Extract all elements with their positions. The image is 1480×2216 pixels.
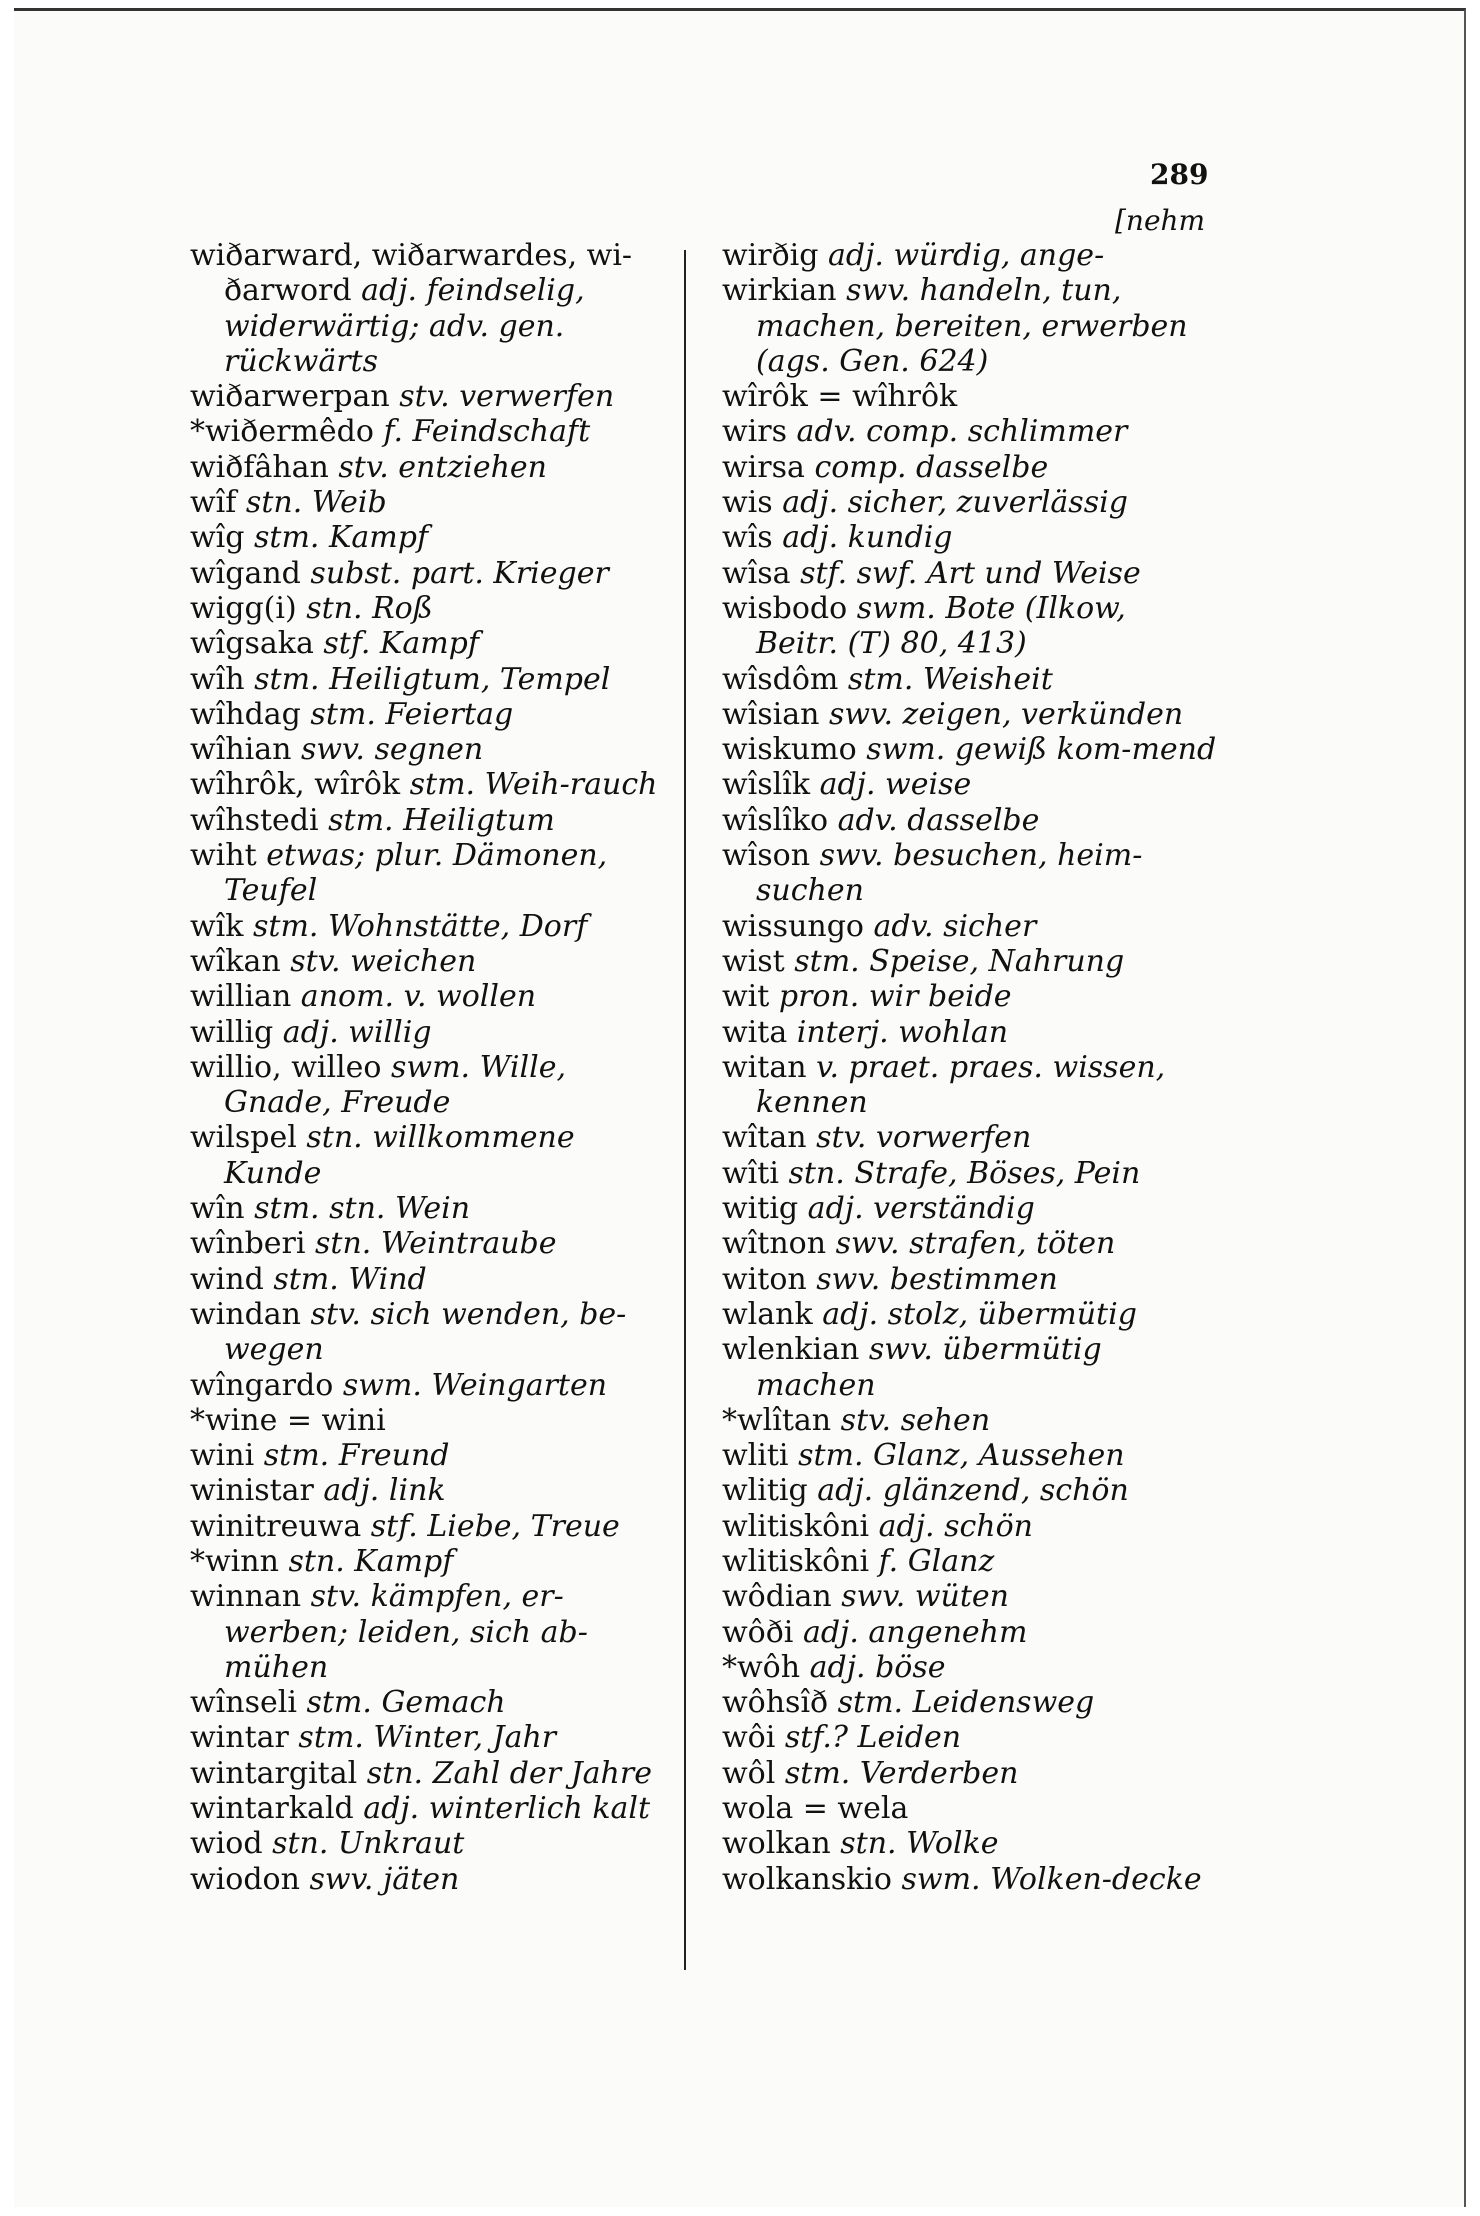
dictionary-entry	[190, 626, 670, 661]
entry-headword: wîg	[190, 520, 245, 556]
entry-headword: wirkian	[722, 273, 837, 309]
dictionary-entry	[722, 803, 1217, 838]
dictionary-entry	[190, 1509, 670, 1544]
entry-gloss: stn. Zahl der Jahre	[357, 1755, 652, 1791]
entry-headword: winnan	[190, 1579, 302, 1615]
entry-gloss: stm. Glanz, Aussehen	[788, 1438, 1125, 1474]
entry-headword: wiht	[190, 838, 257, 874]
dictionary-entry	[722, 1756, 1217, 1791]
dictionary-entry	[722, 1191, 1217, 1226]
entry-gloss: adj. verständig	[798, 1191, 1035, 1227]
dictionary-entry	[190, 1544, 670, 1579]
entry-gloss: stn. Weib	[236, 485, 387, 521]
entry-headword: wîslîk	[722, 767, 811, 803]
dictionary-entry	[722, 414, 1217, 449]
entry-gloss: stm. Heiligtum	[318, 802, 555, 838]
entry-headword: wîgsaka	[190, 626, 314, 662]
entry-gloss: pron. wir beide	[769, 979, 1012, 1015]
entry-gloss: swv. übermütig machen	[756, 1332, 1102, 1403]
dictionary-entry	[722, 1685, 1217, 1720]
entry-headword: wîsa	[722, 555, 791, 591]
entry-headword: wintargital	[190, 1755, 358, 1791]
entry-headword: wîtan	[722, 1120, 807, 1156]
entry-headword: wiod	[190, 1826, 263, 1862]
entry-headword: wiðarward, wiðarwardes, wi-ðarword	[190, 238, 633, 309]
entry-headword: wlitiskôni	[722, 1508, 870, 1544]
entry-headword: wintarkald	[190, 1791, 354, 1827]
entry-gloss: swv. bestimmen	[806, 1261, 1058, 1297]
entry-headword: wîs	[722, 520, 773, 556]
entry-headword: wirsa	[722, 449, 805, 485]
dictionary-entry	[190, 556, 670, 591]
entry-gloss: swv. jäten	[299, 1861, 460, 1897]
dictionary-entry	[722, 591, 1217, 662]
entry-gloss: stm. Weih-rauch	[400, 767, 658, 803]
entry-gloss: swm. Weingarten	[333, 1367, 608, 1403]
entry-headword: willio, willeo	[190, 1049, 382, 1085]
dictionary-entry	[190, 1120, 670, 1191]
dictionary-entry	[190, 662, 670, 697]
entry-headword: wîhrôk, wîrôk	[190, 767, 401, 803]
entry-headword: wîti	[722, 1155, 779, 1191]
entry-gloss: stv. vorwerfen	[806, 1120, 1032, 1156]
dictionary-entry	[722, 1403, 1217, 1438]
entry-gloss: stm. Leidensweg	[828, 1685, 1095, 1721]
entry-headword: wînseli	[190, 1685, 297, 1721]
dictionary-entry	[722, 1332, 1217, 1403]
dictionary-entry	[722, 1544, 1217, 1579]
margin-continuation-note: [nehm	[1115, 204, 1206, 237]
entry-headword: wôi	[722, 1720, 776, 1756]
entry-gloss: stn. Kampf	[278, 1543, 454, 1579]
dictionary-entry	[190, 1403, 670, 1438]
entry-gloss: adj. feindselig, widerwärtig; adv. gen. rückwärts	[224, 273, 585, 379]
dictionary-entry	[722, 1262, 1217, 1297]
entry-headword: wîngardo	[190, 1367, 334, 1403]
entry-headword: wîn	[190, 1191, 245, 1227]
dictionary-entry	[190, 767, 670, 802]
entry-gloss: stn. Strafe, Böses, Pein	[778, 1155, 1141, 1191]
entry-gloss: stn. Roß	[296, 590, 433, 626]
entry-headword: *winn	[190, 1543, 279, 1579]
dictionary-entry	[722, 1826, 1217, 1861]
entry-headword: winistar	[190, 1473, 314, 1509]
dictionary-entry	[722, 979, 1217, 1014]
dictionary-entry	[190, 1473, 670, 1508]
column-divider	[684, 250, 686, 1970]
entry-headword: wîk	[190, 908, 244, 944]
dictionary-entry	[190, 520, 670, 555]
dictionary-entry	[190, 697, 670, 732]
entry-headword: wini	[190, 1438, 255, 1474]
dictionary-entry	[190, 1791, 670, 1826]
right-column	[722, 238, 1217, 1897]
entry-gloss: v. praet. praes. wissen, kennen	[756, 1049, 1166, 1121]
dictionary-entry	[190, 1226, 670, 1261]
dictionary-entry	[190, 1262, 670, 1297]
entry-gloss: subst. part. Krieger	[300, 555, 609, 591]
dictionary-entry	[190, 732, 670, 767]
entry-gloss: stn. Unkraut	[262, 1826, 465, 1862]
dictionary-entry	[722, 556, 1217, 591]
dictionary-entry	[722, 1156, 1217, 1191]
dictionary-entry	[190, 1368, 670, 1403]
entry-gloss: swm. Bote (Ilkow, Beitr. (T) 80, 413)	[756, 590, 1126, 662]
entry-headword: wiðarwerpan	[190, 379, 390, 415]
dictionary-entry	[722, 767, 1217, 802]
entry-headword: wist	[722, 943, 785, 979]
dictionary-entry	[722, 238, 1217, 273]
entry-gloss: swv. wüten	[831, 1579, 1009, 1615]
entry-headword: wolkan	[722, 1826, 831, 1862]
entry-gloss: adj. winterlich kalt	[353, 1791, 651, 1827]
dictionary-entry	[722, 697, 1217, 732]
dictionary-entry	[722, 909, 1217, 944]
entry-gloss: f. Feindschaft	[373, 414, 591, 450]
entry-gloss: stm. Kampf	[244, 520, 429, 556]
entry-headword: wîhdag	[190, 696, 301, 732]
dictionary-entry	[722, 1579, 1217, 1614]
entry-headword: wiskumo	[722, 732, 857, 768]
entry-gloss: stm. Winter, Jahr	[288, 1720, 557, 1756]
entry-headword: wis	[722, 485, 773, 521]
entry-headword: wîtnon	[722, 1226, 827, 1262]
entry-headword: wînberi	[190, 1226, 306, 1262]
dictionary-entry	[722, 662, 1217, 697]
dictionary-entry	[190, 1720, 670, 1755]
dictionary-entry	[190, 979, 670, 1014]
entry-headword: wîsdôm	[722, 661, 839, 697]
dictionary-entry	[190, 379, 670, 414]
dictionary-entry	[190, 1579, 670, 1685]
dictionary-entry	[722, 1720, 1217, 1755]
entry-gloss: stm. Feiertag	[300, 696, 514, 732]
entry-gloss: stm. Verderben	[775, 1755, 1019, 1791]
entry-gloss: swv. handeln, tun, machen, bereiten, erwerben (ags. Gen. 624)	[756, 273, 1188, 379]
dictionary-entry	[722, 1297, 1217, 1332]
entry-gloss: adj. angenehm	[793, 1614, 1028, 1650]
entry-headword: *wôh	[722, 1649, 801, 1685]
dictionary-entry	[190, 1050, 670, 1121]
entry-gloss: adj. stolz, übermütig	[812, 1296, 1137, 1332]
entry-headword: wlitig	[722, 1473, 808, 1509]
entry-headword: wîkan	[190, 943, 281, 979]
entry-headword: witon	[722, 1261, 807, 1297]
entry-headword: wîh	[190, 661, 245, 697]
entry-headword: wissungo	[722, 908, 864, 944]
entry-headword: wîrôk = wîhrôk	[722, 379, 958, 415]
entry-gloss: stv. sich wenden, be-wegen	[224, 1296, 627, 1368]
dictionary-entry	[190, 1756, 670, 1791]
entry-gloss: swv. besuchen, heim-suchen	[756, 838, 1143, 909]
entry-gloss: stm. Speise, Nahrung	[784, 943, 1125, 979]
dictionary-entry	[722, 1791, 1217, 1826]
dictionary-entry	[190, 1191, 670, 1226]
entry-headword: *wlîtan	[722, 1402, 832, 1438]
dictionary-entry	[190, 485, 670, 520]
dictionary-entry	[722, 1615, 1217, 1650]
entry-headword: wîhstedi	[190, 802, 319, 838]
entry-headword: wigg(i)	[190, 590, 297, 626]
entry-headword: wiodon	[190, 1861, 300, 1897]
entry-headword: wôl	[722, 1755, 776, 1791]
entry-gloss: adv. sicher	[863, 908, 1037, 944]
entry-headword: wôdian	[722, 1579, 832, 1615]
entry-gloss: stf. Kampf	[313, 626, 479, 662]
entry-headword: wita	[722, 1014, 788, 1050]
left-column	[190, 238, 670, 1897]
entry-gloss: stm. Wind	[263, 1261, 427, 1297]
entry-headword: windan	[190, 1296, 302, 1332]
dictionary-entry	[190, 803, 670, 838]
entry-gloss: adj. schön	[869, 1508, 1033, 1544]
entry-headword: wîson	[722, 838, 811, 874]
dictionary-entry	[190, 1015, 670, 1050]
entry-gloss: swv. segnen	[291, 732, 484, 768]
entry-headword: wîf	[190, 485, 237, 521]
entry-gloss: swm. gewiß kom-mend	[856, 732, 1217, 768]
dictionary-entry	[190, 1826, 670, 1861]
entry-gloss: stm. Gemach	[296, 1685, 506, 1721]
entry-gloss: stf. Liebe, Treue	[361, 1508, 620, 1544]
entry-gloss: adj. böse	[800, 1649, 946, 1685]
dictionary-entry	[190, 414, 670, 449]
entry-gloss: f. Glanz	[869, 1543, 995, 1579]
entry-gloss: stn. willkommene Kunde	[224, 1120, 575, 1191]
entry-gloss: etwas; plur. Dämonen, Teufel	[224, 838, 608, 909]
dictionary-entry	[190, 838, 670, 909]
entry-gloss: stn. Wolke	[830, 1826, 999, 1862]
entry-gloss: comp. dasselbe	[804, 449, 1049, 485]
entry-headword: wolkanskio	[722, 1861, 892, 1897]
dictionary-entry	[190, 1685, 670, 1720]
entry-headword: wilspel	[190, 1120, 297, 1156]
entry-gloss: swv. zeigen, verkünden	[819, 696, 1184, 732]
entry-headword: wôhsîð	[722, 1685, 829, 1721]
entry-headword: wlitiskôni	[722, 1543, 870, 1579]
entry-headword: wirs	[722, 414, 788, 450]
entry-gloss: stf.? Leiden	[775, 1720, 962, 1756]
entry-headword: wisbodo	[722, 590, 848, 626]
entry-gloss: stm. Freund	[254, 1438, 450, 1474]
dictionary-entry	[722, 1473, 1217, 1508]
page-number: 289	[1150, 158, 1209, 191]
entry-gloss: stv. verwerfen	[389, 379, 615, 415]
entry-headword: wlenkian	[722, 1332, 860, 1368]
entry-headword: wîgand	[190, 555, 301, 591]
entry-gloss: adj. würdig, ange-	[818, 238, 1105, 273]
entry-headword: wôði	[722, 1614, 794, 1650]
entry-gloss: stv. entziehen	[328, 449, 547, 485]
dictionary-entry	[190, 909, 670, 944]
entry-gloss: adv. dasselbe	[828, 802, 1040, 838]
entry-gloss: swm. Wolken-decke	[891, 1861, 1202, 1897]
dictionary-entry	[722, 732, 1217, 767]
dictionary-entry	[722, 1650, 1217, 1685]
dictionary-entry	[722, 1862, 1217, 1897]
dictionary-entry	[722, 1438, 1217, 1473]
entry-gloss: stn. Weintraube	[305, 1226, 557, 1262]
dictionary-entry	[722, 1509, 1217, 1544]
entry-headword: wîhian	[190, 732, 292, 768]
dictionary-entry	[722, 1015, 1217, 1050]
dictionary-entry	[190, 1438, 670, 1473]
entry-headword: willig	[190, 1014, 274, 1050]
entry-headword: wîsian	[722, 696, 820, 732]
entry-gloss: stv. kämpfen, er-werben; leiden, sich ab-mühen	[224, 1579, 588, 1685]
dictionary-entry	[190, 944, 670, 979]
entry-headword: wiðfâhan	[190, 449, 329, 485]
entry-gloss: stm. stn. Wein	[244, 1191, 471, 1227]
entry-headword: wind	[190, 1261, 264, 1297]
dictionary-entry	[722, 1226, 1217, 1261]
dictionary-entry	[722, 944, 1217, 979]
entry-headword: *wiðermêdo	[190, 414, 374, 450]
entry-gloss: adv. comp. schlimmer	[787, 414, 1128, 450]
dictionary-entry	[722, 273, 1217, 379]
entry-headword: witan	[722, 1049, 807, 1085]
dictionary-entry	[190, 591, 670, 626]
entry-headword: wlank	[722, 1296, 813, 1332]
entry-gloss: adj. kundig	[772, 520, 953, 556]
entry-gloss: adj. link	[313, 1473, 446, 1509]
entry-headword: wintar	[190, 1720, 289, 1756]
entry-gloss: stm. Heiligtum, Tempel	[244, 661, 611, 697]
entry-headword: wit	[722, 979, 770, 1015]
entry-gloss: stm. Wohnstätte, Dorf	[243, 908, 588, 944]
entry-gloss: adj. glänzend, schön	[807, 1473, 1129, 1509]
entry-gloss: adj. weise	[810, 767, 972, 803]
dictionary-entry	[722, 379, 1217, 414]
entry-gloss: stf. swf. Art und Weise	[790, 555, 1141, 591]
entry-headword: wliti	[722, 1438, 789, 1474]
entry-headword: wola = wela	[722, 1791, 909, 1827]
entry-gloss: swm. Wille, Gnade, Freude	[224, 1049, 566, 1121]
entry-gloss: stv. weichen	[280, 943, 477, 979]
entry-gloss: adj. willig	[273, 1014, 432, 1050]
entry-headword: wirðig	[722, 238, 819, 273]
dictionary-entry	[722, 1050, 1217, 1121]
entry-gloss: swv. strafen, töten	[826, 1226, 1116, 1262]
dictionary-entry	[722, 838, 1217, 909]
entry-gloss: stv. sehen	[831, 1402, 991, 1438]
dictionary-entry	[190, 1297, 670, 1368]
dictionary-entry	[190, 238, 670, 379]
entry-headword: winitreuwa	[190, 1508, 362, 1544]
dictionary-entry	[722, 1120, 1217, 1155]
entry-headword: *wine = wini	[190, 1402, 386, 1438]
entry-gloss: stm. Weisheit	[838, 661, 1053, 697]
dictionary-entry	[722, 520, 1217, 555]
entry-headword: wîslîko	[722, 802, 829, 838]
dictionary-entry	[190, 450, 670, 485]
dictionary-entry	[722, 450, 1217, 485]
entry-gloss: anom. v. wollen	[291, 979, 537, 1015]
entry-gloss: adj. sicher, zuverlässig	[772, 485, 1128, 521]
entry-headword: willian	[190, 979, 292, 1015]
dictionary-entry	[722, 485, 1217, 520]
entry-gloss: interj. wohlan	[787, 1014, 1009, 1050]
dictionary-entry	[190, 1862, 670, 1897]
entry-headword: witig	[722, 1191, 799, 1227]
